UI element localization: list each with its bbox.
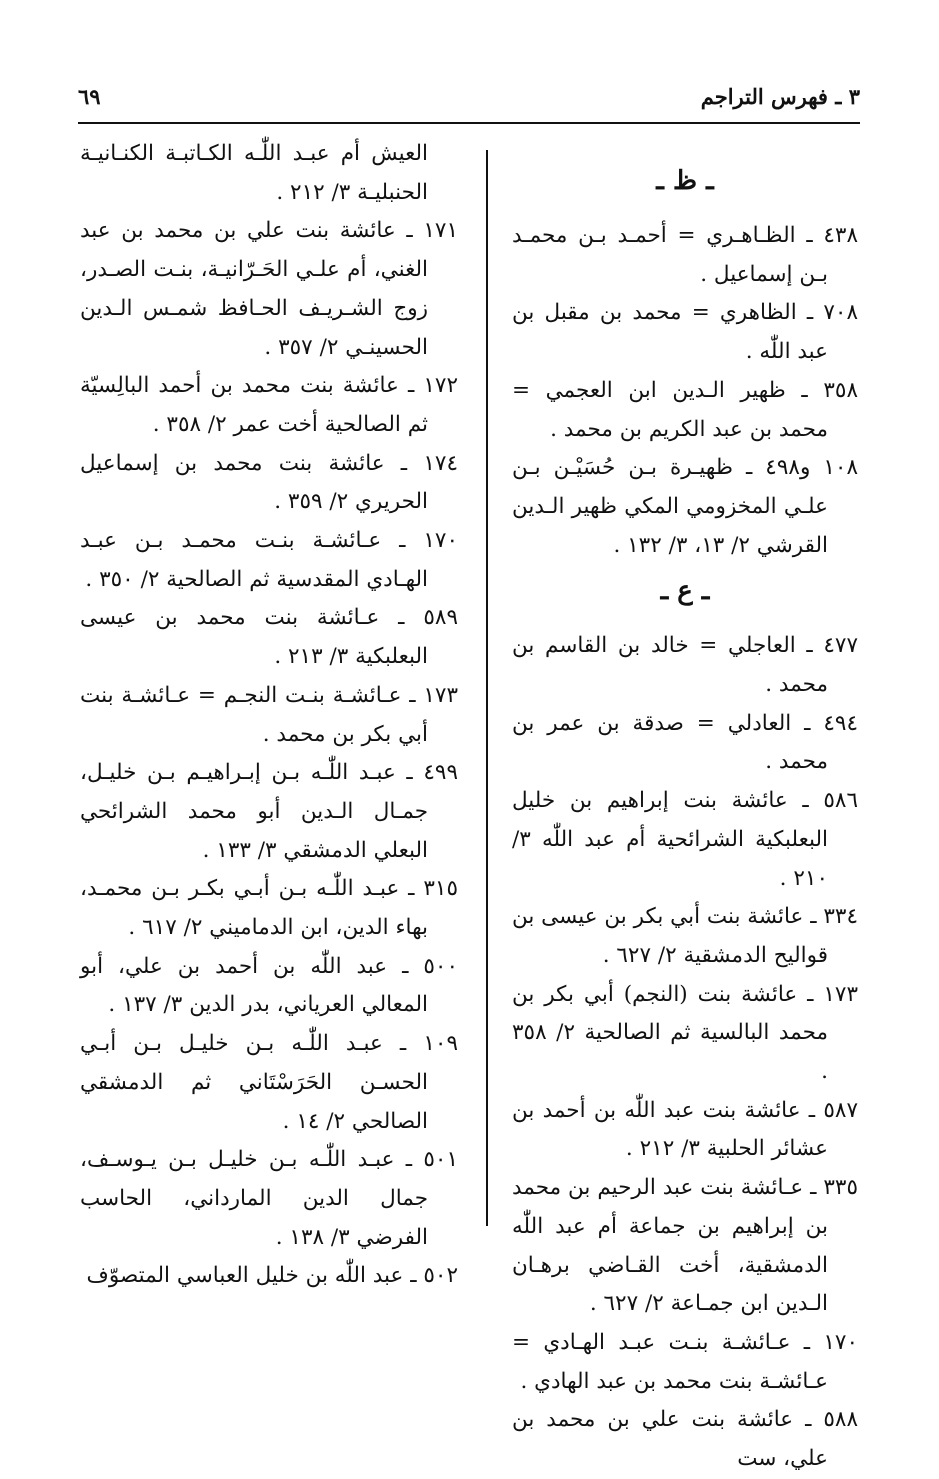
left-column: [80, 135, 458, 1296]
index-entry: ٣٥٨ ـ ظهير الـدين ابن العجمي = محمد بن عبد الكريم بن محمد .: [512, 377, 858, 442]
index-entry: ١٠٩ ـ عبـد اللّٰـه بـن خليـل بـن أبـي الحسـن الحَرَسْتَاني ثم الدمشقي الصالحي ٢/ ١٤ .: [80, 1031, 458, 1134]
index-entry: ١٧١ ـ عائشة بنت علي بن محمد بن عبد الغني، أم علـي الحَـرّانيـة، بنـت الصـدر، زوج الشـريـف الحـافظ شمـس الـدين الحسينـي ٢/ ٣٥٧ .: [80, 218, 458, 360]
index-entry: ١٧٤ ـ عائشة بنت محمد بن إسماعيل الحريري ٢/ ٣٥٩ .: [80, 450, 458, 515]
index-entry: ٥٨٨ ـ عائشة بنت علي بن محمد بن علي، ست: [512, 1407, 858, 1472]
entry-continuation: العيش أم عبـد اللّٰـه الكـاتبـة الكنـانيـة الحنبليـة ٣/ ٢١٢ .: [80, 141, 428, 205]
running-head: [78, 84, 860, 120]
header-rule: [78, 122, 860, 124]
index-entry: ١٧٣ ـ عائشة بنت (النجم) أبي بكر بن محمد البالسية ثم الصالحية ٢/ ٣٥٨ .: [512, 981, 858, 1085]
index-entry: ٥٠١ ـ عبـد اللّٰـه بـن خليـل بـن يـوسـف، جمال الدين المارداني، الحاسب الفرضي ٣/ ١٣٨ .: [80, 1147, 458, 1250]
index-entry: ٥٨٧ ـ عائشة بنت عبد اللّٰه بن أحمد بن عشائر الحلبية ٣/ ٢١٢ .: [512, 1097, 858, 1162]
index-entry: ٥٨٩ ـ عـائشة بنت محمد بن عيسى البعلبكية ٣/ ٢١٣ .: [80, 605, 458, 670]
page-number: ٦٩: [78, 84, 101, 109]
index-entry: ٤٩٤ ـ العادلي = صدقة بن عمر بن محمد .: [512, 710, 858, 775]
right-column: [512, 155, 858, 1479]
index-entry: ١٧٠ ـ عـائشـة بنـت محمـد بـن عبـد الهـادي المقدسية ثم الصالحية ٢/ ٣٥٠ .: [80, 528, 458, 592]
letter-heading-zha: ـ ظ ـ: [656, 166, 714, 196]
index-entry: ٥٠٢ ـ عبد اللّٰه بن خليل العباسي المتصوّف: [86, 1263, 458, 1289]
index-entry: ١٧٠ ـ عـائشـة بنـت عبـد الهـادي = عـائشـة بنت محمد بن عبد الهادي .: [512, 1329, 858, 1394]
index-entry: ١٧٣ ـ عـائشـة بنـت النجـم = عـائشـة بنت أبي بكر بن محمد .: [80, 682, 458, 747]
letter-heading-ayn: ـ ع ـ: [660, 576, 710, 607]
index-entry: ١٧٢ ـ عائشة بنت محمد بن أحمد البالِسيّة ثم الصالحية أخت عمر ٢/ ٣٥٨ .: [80, 373, 458, 437]
index-entry: ٧٠٨ ـ الظاهري = محمد بن مقبل بن عبد اللّٰه .: [512, 300, 858, 365]
index-entry: ٤٩٩ ـ عبـد اللّٰـه بـن إبـراهيـم بـن خليـل، جمـال الـدين أبو محمد الشرائحي البعلي الدمشقي ٣/ ١٣٣ .: [80, 760, 458, 863]
column-divider: [486, 150, 488, 1226]
index-entry: ٥٠٠ ـ عبد اللّٰه بن أحمد بن علي، أبو المعالي العرياني، بدر الدين ٣/ ١٣٧ .: [80, 953, 458, 1018]
index-entry: ٣١٥ ـ عبـد اللّٰـه بـن أبـي بكـر بـن محمـد، بهاء الدين، ابن الدماميني ٢/ ٦١٧ .: [80, 876, 458, 941]
index-entry: ٤٧٧ ـ العاجلي = خالد بن القاسم بن محمد .: [512, 633, 858, 698]
index-entry: ٣٣٤ ـ عائشة بنت أبي بكر بن عيسى بن قواليح الدمشقية ٢/ ٦٢٧ .: [512, 904, 858, 968]
index-entry: ٥٨٦ ـ عائشة بنت إبراهيم بن خليل البعلبكية الشرائحية أم عبد اللّٰه ٣/ ٢١٠ .: [512, 788, 858, 891]
section-title: ٣ ـ فهرس التراجم: [700, 84, 860, 109]
index-entry: ٣٣٥ ـ عـائشة بنت عبد الرحيم بن محمد بن إبراهيم بن جماعة أم عبد اللّٰه الدمشقية، أخت القـاضي برهـان الـدين ابن جمـاعة ٢/ ٦٢٧ .: [512, 1175, 858, 1317]
index-entry: ٤٣٨ ـ الظـاهـري = أحمـد بـن محمـد بـن إسماعيل .: [512, 223, 858, 287]
index-entry: ١٠٨ و٤٩٨ ـ ظهيـرة بـن حُسَيْـن بـن علـي المخزومي المكي ظهير الـدين القرشي ٢/ ١٣، ٣/ ١٣٢ .: [512, 455, 859, 558]
